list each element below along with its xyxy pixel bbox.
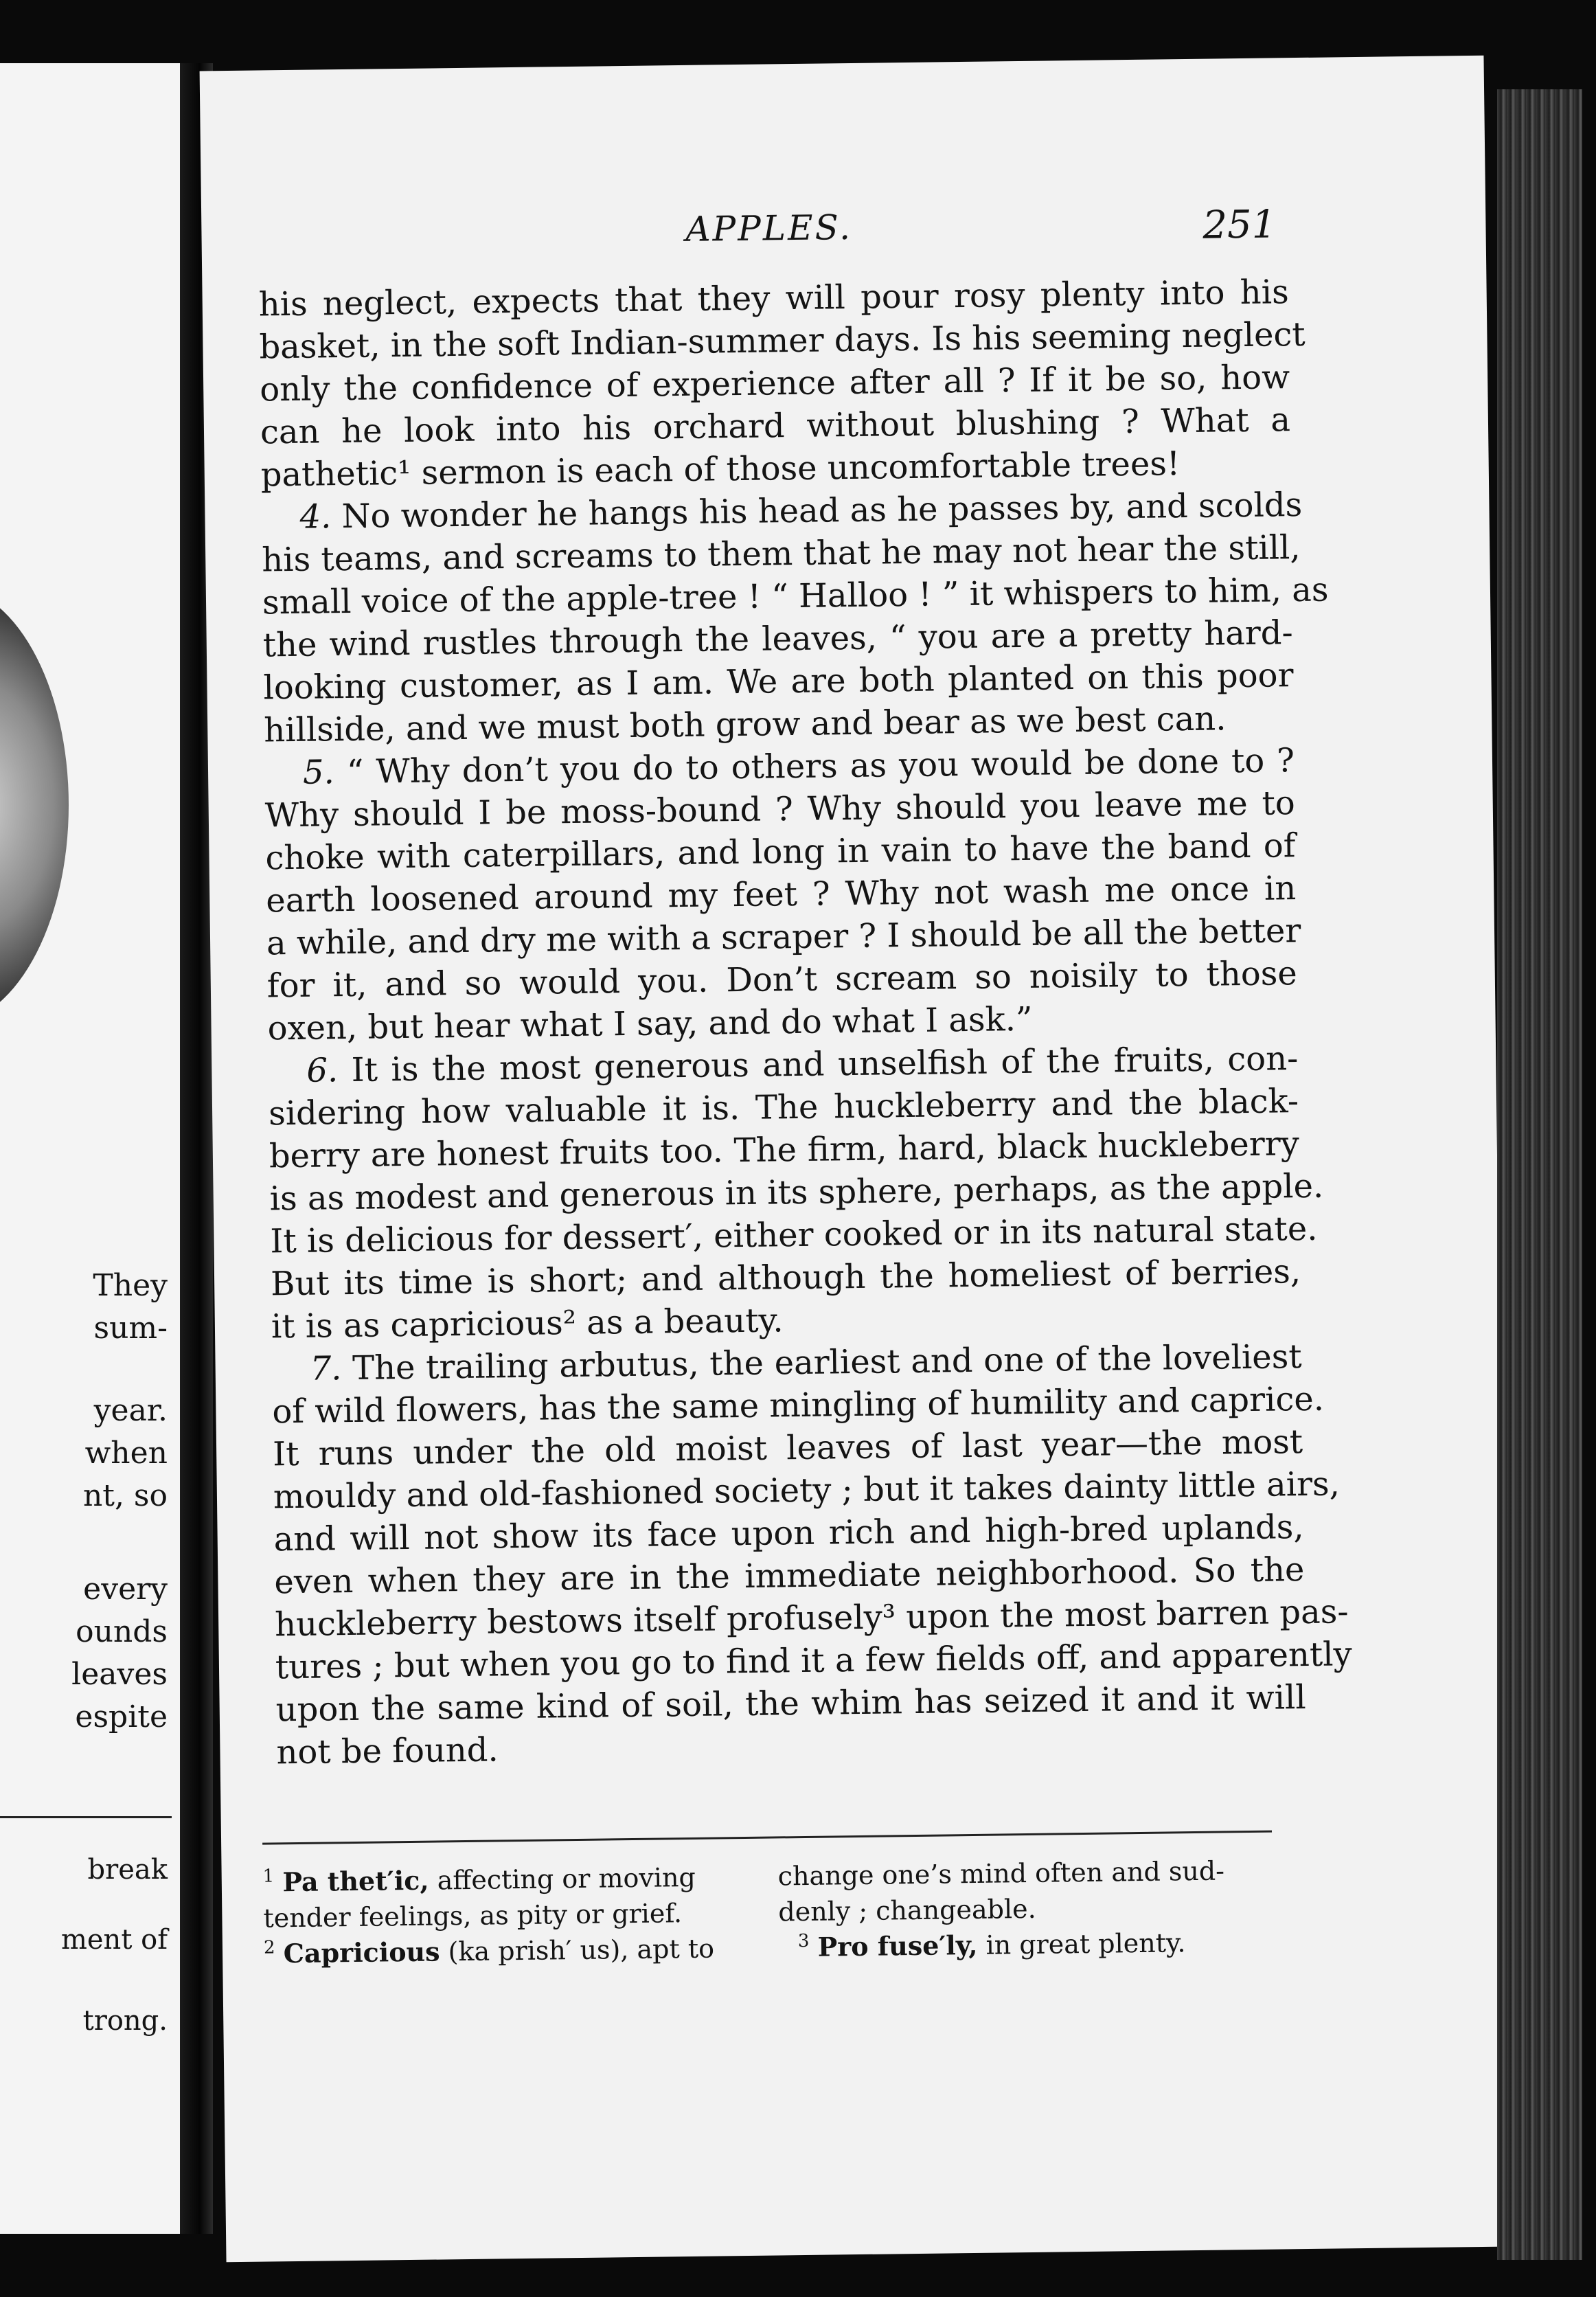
footnote-term: Pro fuse′ly, (817, 1929, 978, 1962)
text-line: It is the most generous and unselfish of the fruits, con- (351, 1039, 1299, 1089)
text-line: can he look into his orchard without blushing ? What a (260, 400, 1291, 452)
text-line: pathetic¹ sermon is each of those uncomfortable trees! (260, 444, 1181, 495)
text-line: looking customer, as I am. We are both planted on this poor (263, 656, 1294, 708)
footnote-3 (779, 1924, 1281, 1966)
text-line: choke with caterpillars, and long in vain to have the band of (265, 826, 1296, 878)
page-number: 251 (1202, 202, 1277, 248)
text-line: “ Why don’t you do to others as you would be done to ? (346, 741, 1295, 791)
text-line: huckleberry bestows itself profusely³ upon the most barren pas- (274, 1592, 1349, 1644)
text-line: and will not show its face upon rich and high-bred uplands, (273, 1508, 1304, 1559)
text-line: even when they are in the immediate neighborhood. So the (274, 1550, 1305, 1602)
text-line: of wild flowers, has the same mingling of humility and caprice. (272, 1379, 1325, 1432)
text-line: small voice of the apple-tree ! “ Halloo ! ” it whispers to him, as (262, 570, 1329, 622)
text-line: the wind rustles through the leaves, “ you are a pretty hard- (262, 613, 1294, 665)
text-line: It runs under the old moist leaves of last year—the most (272, 1423, 1303, 1474)
footnote-2 (264, 1930, 766, 1972)
paragraph-number: 7. (310, 1349, 342, 1388)
left-page-line: ounds (76, 1614, 168, 1649)
running-head: APPLES. (685, 207, 853, 249)
footnote-text: affecting or moving (437, 1862, 696, 1896)
text-line: for it, and so would you. Don’t scream so noisily to those (266, 954, 1298, 1006)
footnote-term: Capricious (283, 1936, 440, 1969)
text-line: earth loosened around my feet ? Why not wash me once in (266, 869, 1297, 920)
footnote-text: tender feelings, as pity or grief. (263, 1898, 683, 1934)
left-page-line: break (87, 1854, 168, 1886)
footnote-mark: 3 (797, 1930, 810, 1952)
text-line: berry are honest fruits too. The firm, hard, black huckleberry (269, 1124, 1300, 1176)
engraving-illustration (0, 585, 69, 1025)
footnote-column-right (777, 1853, 1280, 1966)
left-page-line: sum- (93, 1311, 168, 1346)
paragraph-number: 5. (302, 753, 335, 792)
left-page-line: when (84, 1436, 168, 1471)
book-page (200, 56, 1511, 2263)
text-line: not be found. (276, 1730, 499, 1772)
text-line: Why should I be moss-bound ? Why should you leave me to (264, 784, 1296, 835)
left-facing-page (0, 63, 180, 2234)
footnote-mark: 1 (262, 1866, 275, 1887)
footnote-text: (ka prish′ us), apt to (448, 1933, 715, 1967)
footnote-term: Pa thet′ic, (282, 1864, 429, 1898)
text-line: No wonder he hangs his head as he passes by, and scolds (341, 485, 1303, 536)
text-line: The trailing arbutus, the earliest and one of the loveliest (352, 1337, 1302, 1388)
text-line: oxen, but hear what I say, and do what I ask.” (267, 999, 1033, 1048)
text-line: a while, and dry me with a scraper ? I should be all the better (266, 912, 1301, 963)
left-page-line: every (83, 1572, 168, 1607)
footnote-column-left (262, 1859, 765, 1972)
paragraph-number: 4. (299, 497, 332, 536)
text-line: basket, in the soft Indian-summer days. Is his seeming neglect (259, 315, 1306, 367)
page-block-edge (1497, 89, 1582, 2260)
text-line: his teams, and screams to them that he may not hear the still, (261, 528, 1301, 580)
text-line: upon the same kind of soil, the whim has seized it and it will (275, 1678, 1306, 1730)
text-line: But its time is short; and although the homeliest of berries, (270, 1252, 1301, 1304)
text-line: tures ; but when you go to find it a few fields off, and apparently (275, 1635, 1352, 1687)
left-footnote-rule (0, 1816, 172, 1818)
footnotes (262, 1853, 1279, 1969)
footnote-rule (262, 1831, 1272, 1845)
text-line: his neglect, expects that they will pour rosy plenty into his (258, 273, 1289, 324)
footnote-text: in great plenty. (985, 1927, 1186, 1960)
text-line: hillside, and we must both grow and bear as we best can. (263, 699, 1227, 750)
footnote-text: denly ; changeable. (778, 1893, 1036, 1927)
left-page-line: leaves (71, 1657, 168, 1692)
footnote-text: change one’s mind often and sud- (777, 1855, 1225, 1892)
left-page-line: nt, so (82, 1478, 168, 1513)
text-line: It is delicious for dessert′, either cooked or in its natural state. (270, 1209, 1318, 1261)
footnote-mark: 2 (263, 1937, 275, 1958)
left-page-line: year. (93, 1393, 168, 1428)
left-page-line: espite (75, 1699, 168, 1734)
left-page-line: ment of (60, 1924, 168, 1956)
text-line: it is as capricious² as a beauty. (271, 1301, 784, 1346)
text-line: mouldy and old-fashioned society ; but it takes dainty little airs, (273, 1464, 1341, 1517)
text-line: sidering how valuable it is. The huckleberry and the black- (268, 1082, 1299, 1133)
text-line: is as modest and generous in its sphere, perhaps, as the apple. (269, 1166, 1324, 1219)
text-line: only the confidence of experience after all ? If it be so, how (259, 358, 1290, 409)
paragraph-number: 6. (306, 1051, 339, 1090)
footnote-1 (262, 1859, 764, 1901)
left-page-line: They (93, 1268, 168, 1303)
body-text (258, 271, 1352, 1774)
left-page-line: trong. (82, 2005, 168, 2037)
